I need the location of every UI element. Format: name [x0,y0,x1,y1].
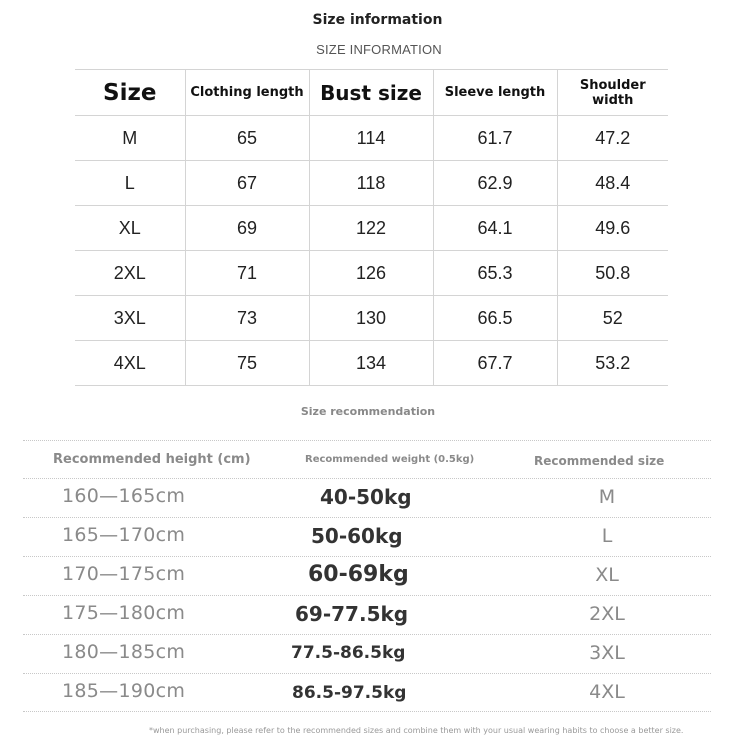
header-recommended-height: Recommended height (cm) [53,452,251,467]
cell-sleeve-length: 65.3 [433,251,557,296]
cell-size: M [75,116,185,161]
recommended-weight: 86.5-97.5kg [292,683,407,703]
cell-shoulder-width: 52 [557,296,668,341]
header-shoulder-width: Shoulder width [557,70,668,116]
cell-sleeve-length: 64.1 [433,206,557,251]
cell-clothing-length: 71 [185,251,309,296]
page-subtitle: SIZE INFORMATION [316,42,442,57]
size-recommendation-table [23,440,711,712]
recommended-height: 180—185cm [62,641,186,663]
size-recommendation-caption: Size recommendation [300,405,436,418]
table-row [75,296,668,341]
cell-size: 3XL [75,296,185,341]
cell-size: 4XL [75,341,185,386]
cell-clothing-length: 65 [185,116,309,161]
recommended-height: 165—170cm [62,524,186,546]
cell-sleeve-length: 66.5 [433,296,557,341]
header-sleeve-length: Sleeve length [433,70,557,116]
recommended-size: L [601,525,613,547]
recommended-height: 160—165cm [62,485,186,507]
table-row [75,116,668,161]
header-clothing-length: Clothing length [185,70,309,116]
header-recommended-size: Recommended size [534,454,665,468]
cell-size: 2XL [75,251,185,296]
cell-bust-size: 134 [309,341,433,386]
recommended-height: 185—190cm [62,680,186,702]
recommended-size: 4XL [589,681,625,703]
table-row [75,341,668,386]
table-row [75,206,668,251]
recommended-size: XL [595,564,619,586]
recommended-weight: 69-77.5kg [295,602,409,626]
recommended-weight: 40-50kg [320,485,412,509]
cell-shoulder-width: 48.4 [557,161,668,206]
table-row [75,251,668,296]
cell-bust-size: 126 [309,251,433,296]
cell-shoulder-width: 49.6 [557,206,668,251]
table-row [75,161,668,206]
recommended-height: 170—175cm [62,563,186,585]
purchase-footnote: *when purchasing, please refer to the recommended sizes and combine them with your usual wearing habits to choose a better size. [149,726,684,735]
recommended-weight: 50-60kg [311,524,403,548]
cell-shoulder-width: 47.2 [557,116,668,161]
header-size: Size [75,70,185,116]
cell-bust-size: 130 [309,296,433,341]
recommended-size: M [598,486,616,508]
cell-shoulder-width: 50.8 [557,251,668,296]
cell-clothing-length: 69 [185,206,309,251]
list-item [23,478,711,517]
recommended-size: 3XL [589,642,625,664]
recommended-weight: 77.5-86.5kg [291,643,406,663]
table-header-row [75,70,668,116]
cell-sleeve-length: 61.7 [433,116,557,161]
cell-sleeve-length: 62.9 [433,161,557,206]
page-title: Size information [312,12,443,28]
recommendation-header-row [23,440,711,478]
recommended-size: 2XL [589,603,625,625]
cell-shoulder-width: 53.2 [557,341,668,386]
cell-clothing-length: 75 [185,341,309,386]
cell-bust-size: 118 [309,161,433,206]
cell-bust-size: 114 [309,116,433,161]
size-information-table [75,69,668,386]
header-recommended-weight: Recommended weight (0.5kg) [305,454,475,465]
header-bust-size: Bust size [309,70,433,116]
cell-clothing-length: 67 [185,161,309,206]
list-item [23,595,711,634]
cell-size: XL [75,206,185,251]
cell-bust-size: 122 [309,206,433,251]
list-item [23,673,711,712]
list-item [23,634,711,673]
cell-size: L [75,161,185,206]
cell-sleeve-length: 67.7 [433,341,557,386]
list-item [23,556,711,595]
cell-clothing-length: 73 [185,296,309,341]
recommended-weight: 60-69kg [308,562,409,587]
recommended-height: 175—180cm [62,602,186,624]
list-item [23,517,711,556]
